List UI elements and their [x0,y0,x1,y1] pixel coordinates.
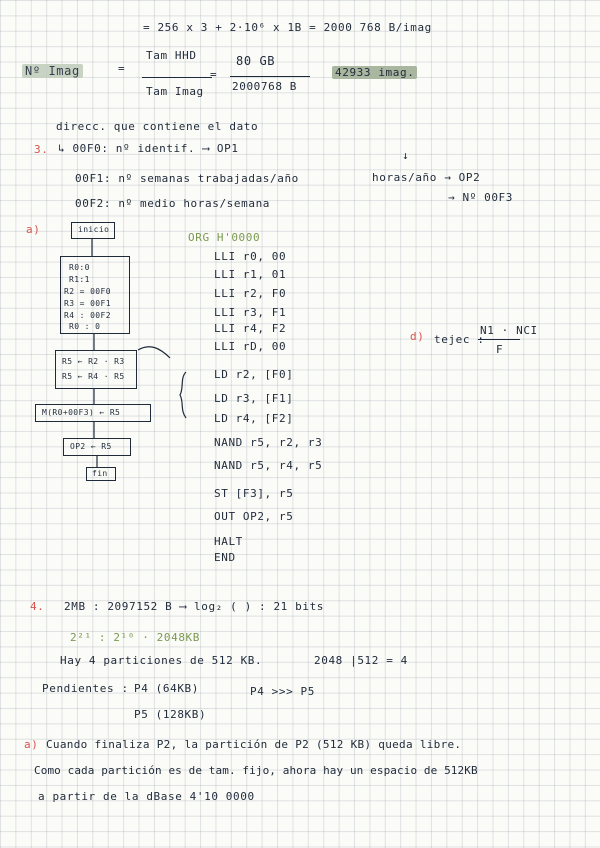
address-line-f0: ↳ 00F0: nº identif. ⟶ OP1 [58,142,239,155]
asm-line: LLI r2, F0 [214,287,287,300]
fraction-denominator: Tam Imag [146,85,204,98]
init-line: R1:1 [69,275,90,284]
asm-line: END [214,551,236,564]
answer-line-1: Cuando finaliza P2, la partición de P2 (512 KB) queda libre. [46,738,462,751]
asm-line: LLI r4, F2 [214,322,287,335]
memory-size-line: 2MB : 2097152 B ⟶ log₂ ( ) : 21 bits [64,600,325,613]
part-d-label: d) [410,330,425,343]
asm-line: LD r2, [F0] [214,368,294,381]
fraction-numerator: Tam HHD [146,49,197,62]
section-4-number: 4. [30,600,45,613]
n-imag-result: 42933 imag. [332,66,417,79]
fraction-denominator-2: 2000768 B [232,80,298,93]
p4-p5-compare: P4 >>> P5 [250,685,316,698]
asm-line: LD r4, [F2] [214,412,294,425]
output-line: OP2 ← R5 [70,442,112,451]
asm-line: NAND r5, r2, r3 [214,436,323,449]
asm-line: LLI r1, 01 [214,268,287,281]
pending-label: Pendientes : [42,682,129,695]
part-d-denominator: F [496,343,504,356]
n-imag-label: Nº Imag [22,64,83,78]
init-line: R0 : 0 [69,322,101,331]
part-d-fraction-bar [478,339,520,340]
address-line-f1: 00F1: nº semanas trabajadas/año [75,172,299,185]
equals-sign-1: = [118,62,126,75]
section-3-number: 3. [34,143,49,156]
asm-line: LD r3, [F1] [214,392,294,405]
part-d-numerator: N1 · NCI [480,324,538,337]
flowchart-start-label: inicio [78,225,110,234]
multiply-line: R5 ← R2 · R3 [62,357,125,366]
address-note: direcc. que contiene el dato [56,120,259,133]
asm-line: ORG H'0000 [188,231,261,244]
flowchart-end-label: fin [92,469,108,478]
fraction-bar-2 [230,76,310,77]
fraction-numerator-2: 80 GB [236,54,276,68]
asm-line: LLI r0, 00 [214,250,287,263]
pending-p5: P5 (128KB) [134,708,207,721]
answer-line-2: Como cada partición es de tam. fijo, ahora hay un espacio de 512KB [34,764,478,777]
asm-line: HALT [214,535,243,548]
asm-line: OUT OP2, r5 [214,510,294,523]
address-line-f2: 00F2: nº medio horas/semana [75,197,271,210]
part-d-text: tejec : [434,333,485,346]
partitions-line: Hay 4 particiones de 512 KB. [60,654,263,667]
asm-line: LLI rD, 00 [214,340,287,353]
asm-line: LLI r3, F1 [214,306,287,319]
pending-p4: P4 (64KB) [134,682,200,695]
asm-line: ST [F3], r5 [214,487,294,500]
hours-op2: horas/año → OP2 [372,171,481,184]
init-line: R3 = 00F1 [64,299,111,308]
arrow-down-icon: ↓ [402,149,410,162]
address-f3: → Nº 00F3 [448,191,514,204]
init-line: R4 : 00F2 [64,311,111,320]
storage-formula: = 256 x 3 + 2·10⁶ x 1B = 2000 768 B/imag [143,21,432,34]
power-calc-line: 2²¹ : 2¹⁰ · 2048KB [70,631,201,644]
multiply-line: R5 ← R4 · R5 [62,372,125,381]
store-line: M(R0+00F3) ← R5 [42,408,121,417]
answer-line-3: a partir de la dBase 4'10 0000 [38,790,255,803]
fraction-bar [142,77,212,78]
init-line: R2 = 00F0 [64,287,111,296]
equals-sign-2: = [210,68,218,81]
init-line: R0:0 [69,263,90,272]
asm-line: NAND r5, r4, r5 [214,459,323,472]
part-4a-label: a) [24,738,39,751]
part-a-label: a) [26,223,41,236]
division-calc: 2048 |512 = 4 [314,654,408,667]
